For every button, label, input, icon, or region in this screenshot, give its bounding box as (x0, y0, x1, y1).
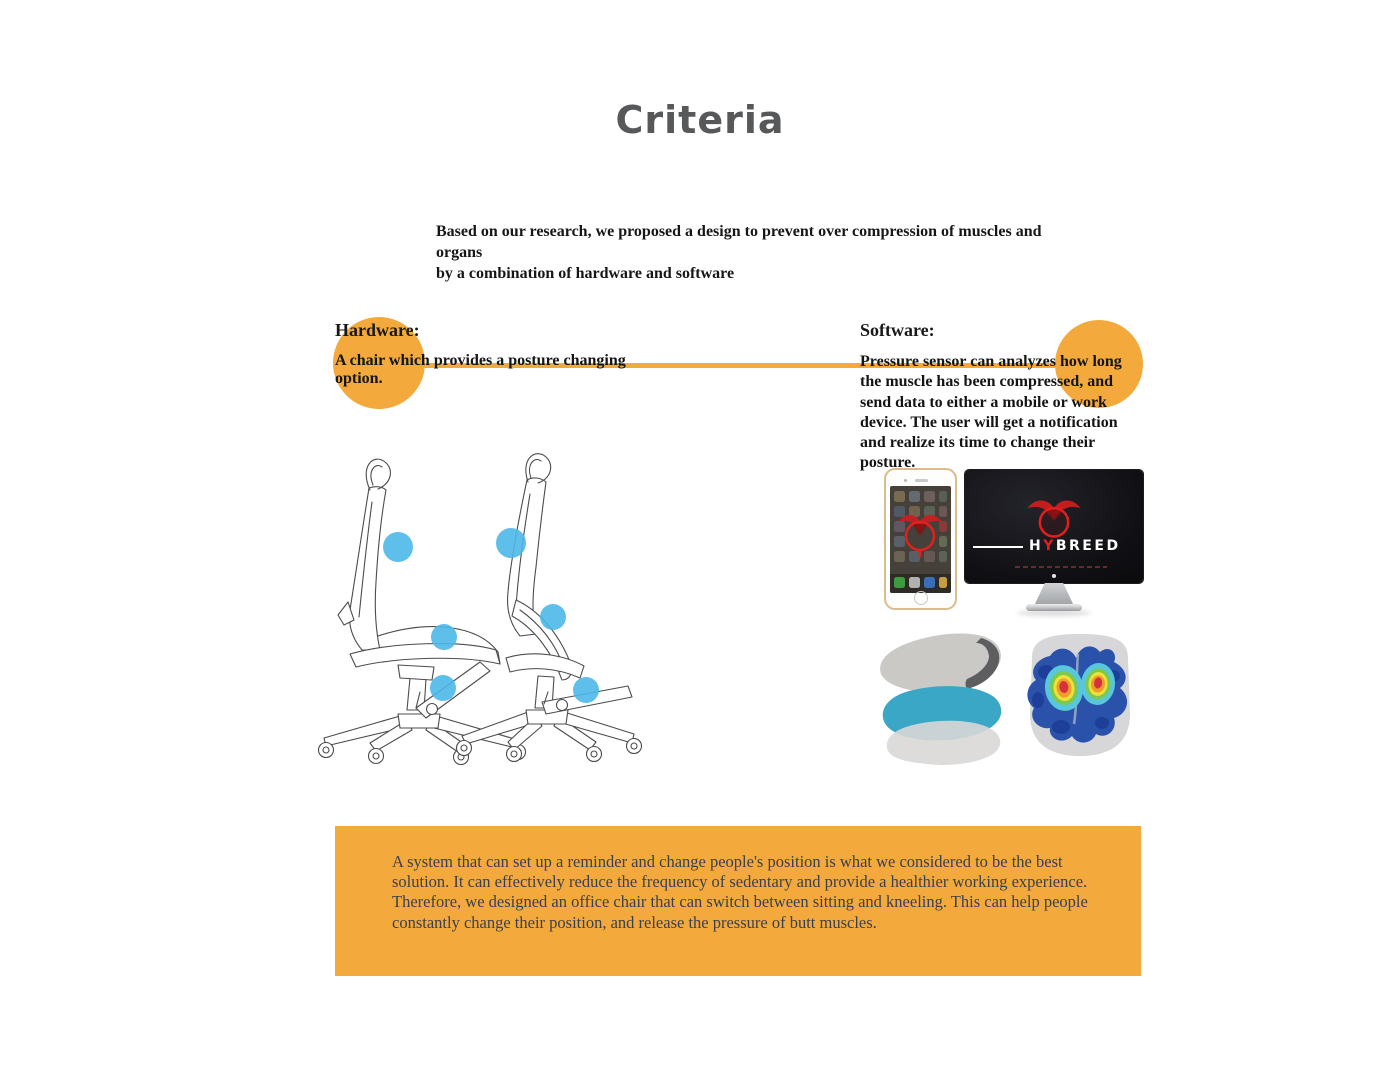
phone-screen (890, 486, 951, 593)
brand-letters-breed: BREED (1055, 538, 1121, 554)
monitor-shadow (1017, 610, 1091, 616)
monitor-stand-neck (1034, 583, 1074, 606)
chair-illustration (312, 452, 644, 772)
pressure-dot (540, 604, 566, 630)
pressure-dot (383, 532, 413, 562)
hybreed-logo-icon (1025, 494, 1083, 540)
pressure-dot (430, 675, 456, 701)
intro-line-1: Based on our research, we proposed a design to prevent over compression of muscles and organs (436, 223, 1042, 261)
brand-underline (973, 546, 1023, 548)
intro-paragraph (436, 221, 1076, 284)
chair-sitting-icon (319, 459, 526, 764)
hardware-heading: Hardware: (335, 320, 420, 340)
cushion-layers-illustration (877, 628, 1009, 768)
phone-speaker-icon (915, 479, 928, 482)
hardware-description: A chair which provides a posture changing option. (335, 352, 626, 387)
brand-letter-h: H (1029, 538, 1044, 554)
phone-home-button-icon (914, 591, 928, 605)
software-heading: Software: (860, 320, 935, 340)
monitor-screen (965, 470, 1143, 583)
software-description: Pressure sensor can analyzes how long the muscle has been compressed, and send data to either a mobile or work device. The user will get a notification and realize its time to change their posture. (860, 353, 1122, 472)
brand-tagline (1015, 566, 1107, 568)
summary-box (335, 826, 1141, 976)
monitor-chin-logo-icon (1052, 574, 1056, 578)
phone-illustration (884, 468, 957, 610)
monitor-illustration (965, 470, 1143, 615)
phone-camera-icon (904, 479, 907, 482)
pressure-dot (573, 677, 599, 703)
pressure-dot (431, 624, 457, 650)
intro-line-2: by a combination of hardware and software (436, 265, 735, 282)
pressure-dot (496, 528, 526, 558)
summary-text: A system that can set up a reminder and change people's position is what we considered to be the best solution. It can effectively reduce the frequency of sedentary and provide a healthier working experience. Therefore, we designed an office chair that can switch between sitting and kneeling. This can help people constantly change their position, and release the pressure of butt muscles. (392, 852, 1088, 932)
page-title: Criteria (615, 98, 785, 142)
brand-wordmark (1029, 538, 1141, 554)
pressure-heatmap-illustration (1016, 630, 1144, 760)
brand-letter-y: Y (1043, 538, 1056, 554)
phone-homescreen (890, 486, 951, 593)
